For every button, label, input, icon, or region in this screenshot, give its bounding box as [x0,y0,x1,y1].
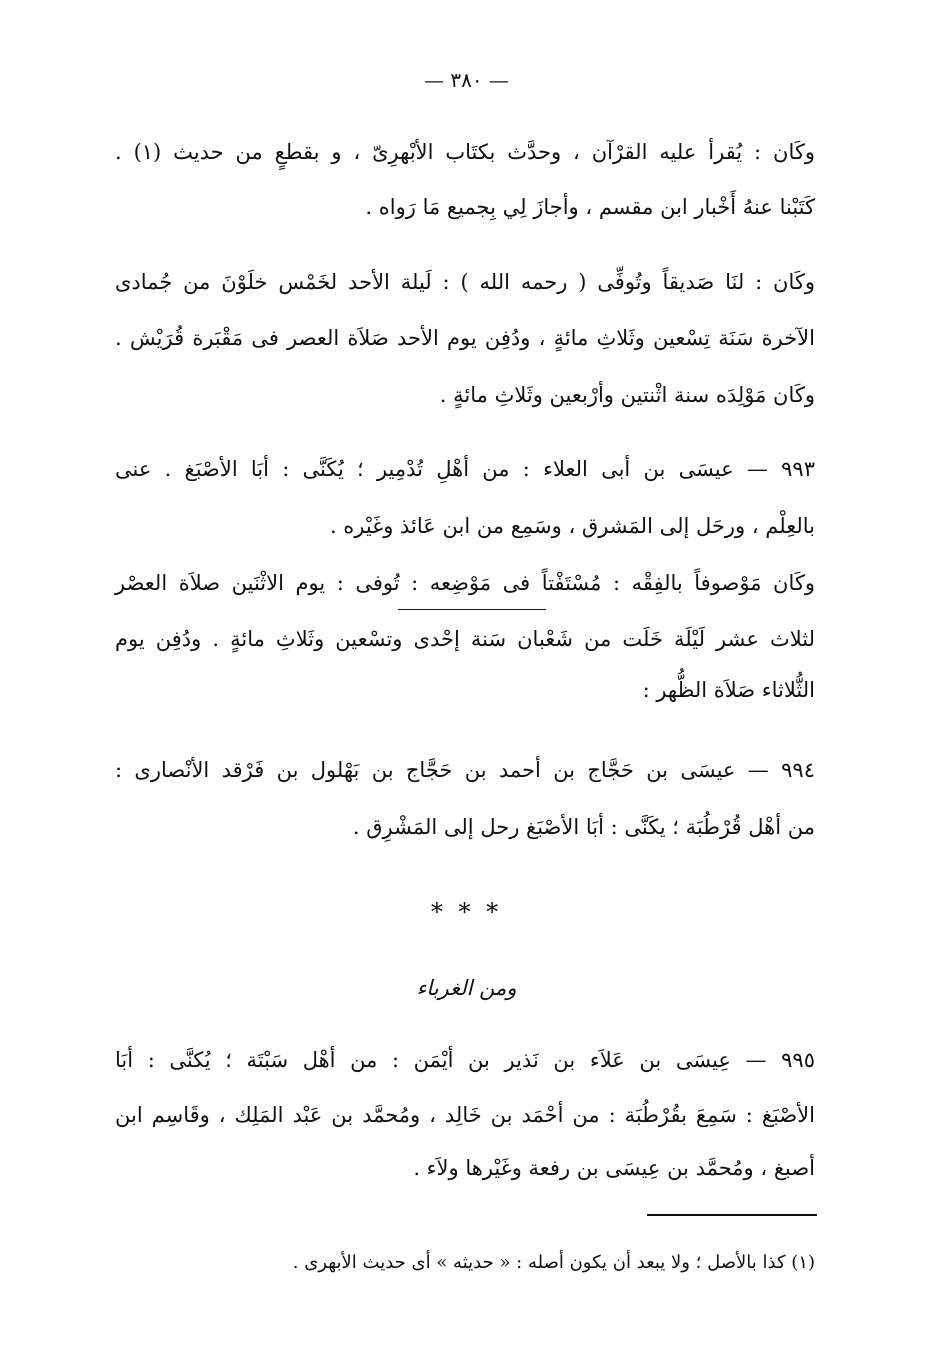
text-line-1: وكَان : يُقرأ عليه القرْآن ، وحدَّث بكتَاب الأبْهرِىّ ، و بقطعٍ من حديث (١) . [115,140,815,164]
entry-994-line-2: من أهْل قُرْطُبَة ؛ يكَنَّى : أبَا الأصْبَغ رحل إلى المَشْرِق . [352,815,815,839]
text-line-2: كَتَبْنا عنهُ أَخْبار ابن مقسم ، وأجازَ لِي بِجميع مَا رَواه . [365,195,815,219]
page-number: — ٣٨٠ — [424,68,509,92]
section-separator: * * * [430,898,503,926]
text-line-3: وكَان : لنَا صَديقاً وتُوفِّى ( رحمه الله ) : لَيلة الأحد لخَمْس خلَوْنَ من جُمادى [115,270,815,294]
entry-995-line-1: ٩٩٥ — عِيسَى بن عَلاَء بن نَذير بن أيْمَن : من أهْل سَبْتَة ؛ يُكنَّى : أبَا [115,1048,815,1072]
text-line-5: وكَان مَوْلِدَه سنة اثْنتين وأرْبعين وثَلاثِ مائةٍ . [439,383,815,407]
section-heading: ومن الغرباء [416,976,517,1000]
text-line-4: الآخرة سَنَة تِسْعين وثَلاثِ مائةٍ ، ودُفِن يوم الأحد صَلاَة العصر فى مَقْبَرة قُرَيْش . [115,326,815,350]
entry-993-line-5: الثُّلاثاء صَلاَة الظُّهر : [642,678,815,702]
entry-993-line-1: ٩٩٣ — عيسَى بن أبى العلاء : من أهْلِ تُدْمِير ؛ يُكَنَّى : أبَا الأصْبَغ . عنى [115,457,815,481]
entry-994-line-1: ٩٩٤ — عيسَى بن حَجَّاج بن أحمد بن حَجَّاج بن بَهْلول بن فَرْقد الأنْصارى : [115,758,815,782]
entry-995-line-3: أصبغ ، ومُحمَّد بن عِيسَى بن رفعة وغَيْرها ولاَء . [413,1156,815,1180]
entry-993-line-2: بالعِلْم ، ورحَل إلى المَشرق ، وسَمِع من ابن عَائذ وغَيْره . [329,514,815,538]
entry-995-line-2: الأصْبَغ : سَمِعَ بقُرْطُبَة : من أحْمَد بن خَالِد ، ومُحمَّد بن عَبْد المَلِك ، وقَاسِم ابن [115,1103,815,1127]
footnote: (١) كذا بالأصل ؛ ولا يبعد أن يكون أصله : « حديثه » أى حديث الأبهرى . [292,1252,815,1273]
footnote-rule [647,1214,817,1216]
entry-993-line-3: وكَان مَوْصوفاً بالفِقْه : مُسْتَفْتاً فى مَوْضِعه : تُوفى : يوم الاثْنَين صلاَة العصْر [115,571,815,595]
entry-993-line-4: لثلاث عشر لَيْلَة خَلَت من شَعْبان سَنة إحْدى وتسْعين وثَلاثِ مائةٍ . ودُفِن يوم [115,627,815,651]
underline-mark [398,609,546,610]
